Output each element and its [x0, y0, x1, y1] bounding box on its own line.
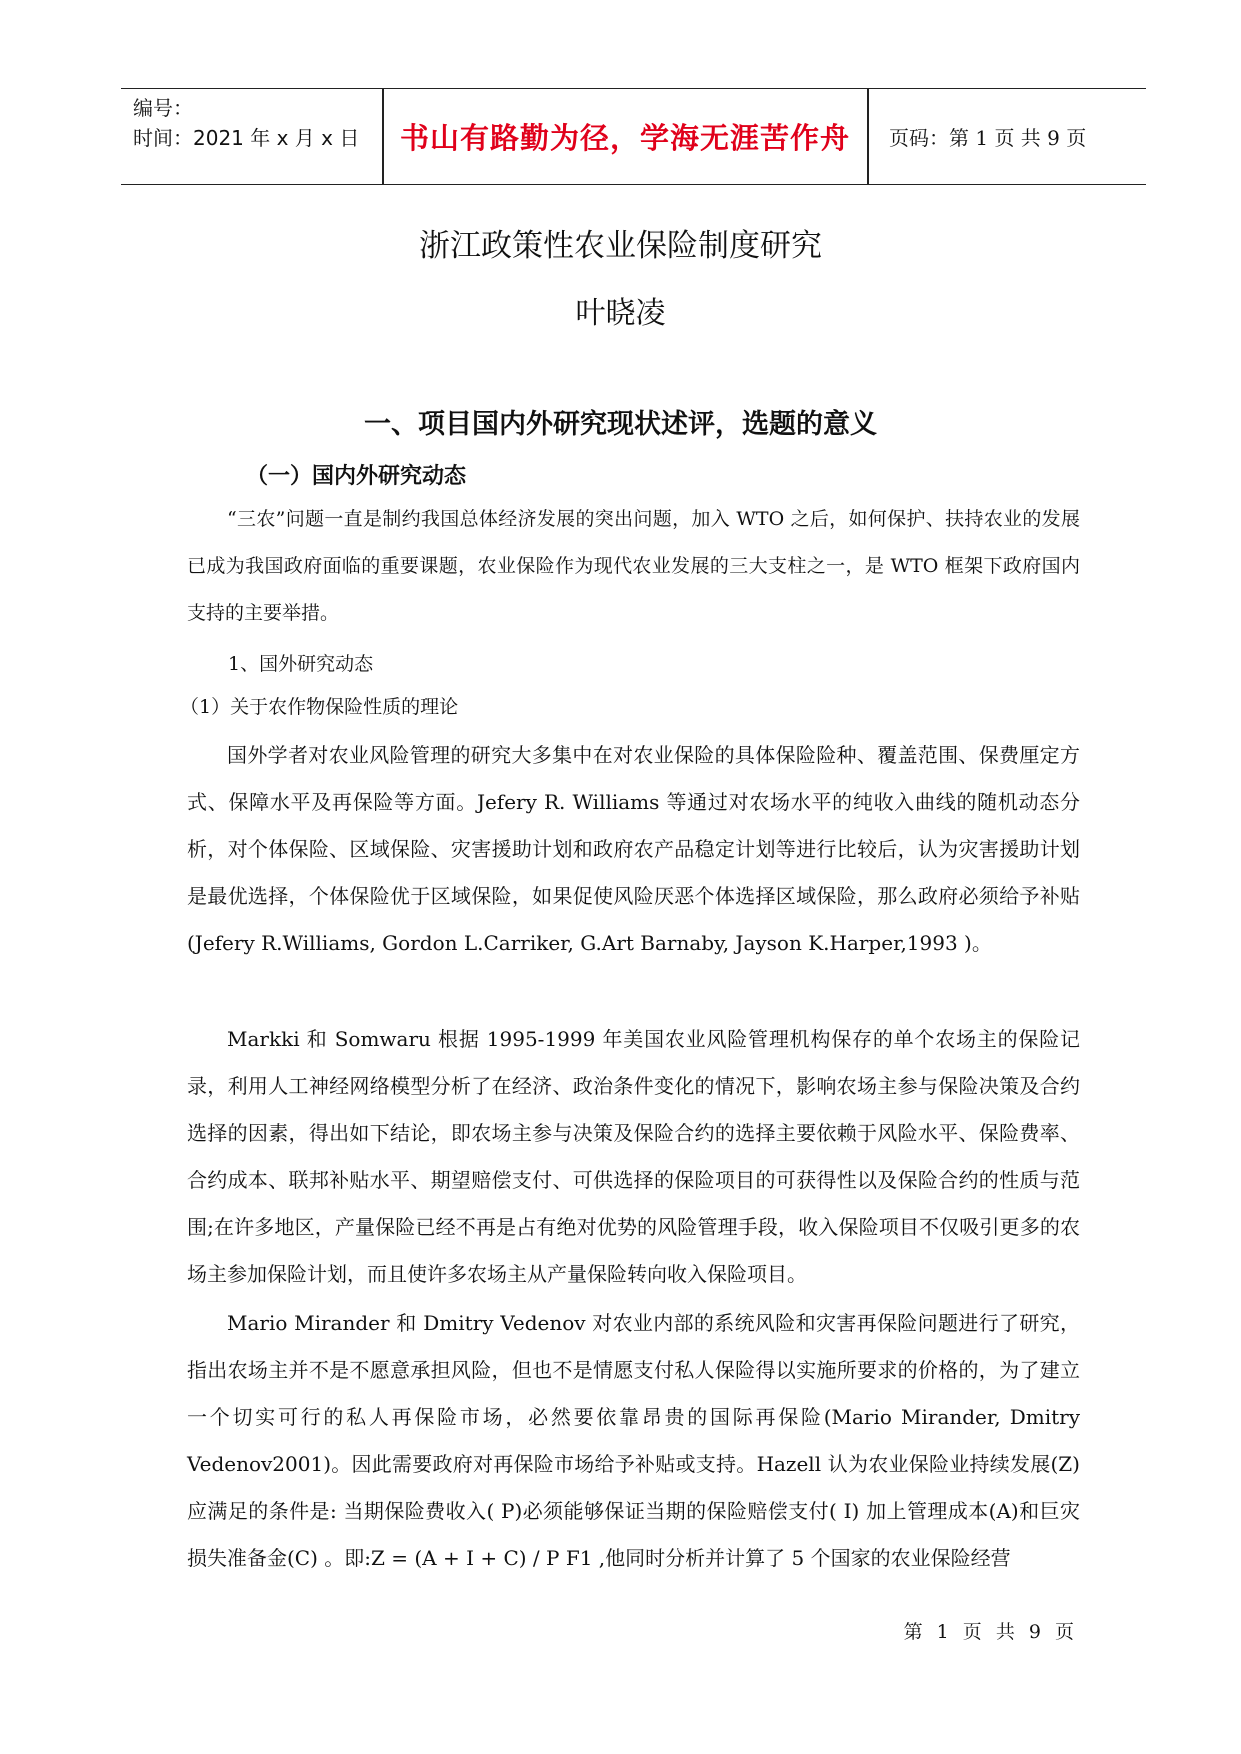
paragraph-intro: “三农”问题一直是制约我国总体经济发展的突出问题，加入 WTO 之后，如何保护、扶持农业的发展已成为我国政府面临的重要课题，农业保险作为现代农业发展的三大支柱之一，是 WTO 框架下政府国内支持的主要举措。 [187, 508, 1080, 624]
document-author: 叶晓凌 [575, 296, 666, 331]
heading-foreign-research: 1、国外研究动态 [228, 653, 374, 675]
paragraph-mirander: Mario Mirander 和 Dmitry Vedenov 对农业内部的系统风险和灾害再保险问题进行了研究，指出农场主并不是不愿意承担风险，但也不是情愿支付私人保险得以实施所要求的价格的，为了建立一个切实可行的私人再保险市场，必然要依靠昂贵的国际再保险(Mario Mirander, Dmitry Vedenov2001)。因此需要政府对再保险市场给予补贴或支持。Hazell 认为农业保险业持续发展(Z)应满足的条件是: 当期保险费收入( P)必须能够保证当期的保险赔偿支付( I) 加上管理成本(A)和巨灾损失准备金(C) 。即:Z = (A + I + C) / P F1 ,他同时分析并计算了 5 个国家的农业保险经营 [187, 1311, 1080, 1570]
header-motto: 书山有路勤为径，学海无涯苦作舟 [399, 121, 850, 155]
section-heading: 一、项目国内外研究现状述评，选题的意义 [364, 409, 877, 440]
paragraph-williams: 国外学者对农业风险管理的研究大多集中在对农业保险的具体保险险种、覆盖范围、保费厘定方式、保障水平及再保险等方面。Jefery R. Williams 等通过对农场水平的纯收入曲线的随机动态分析，对个体保险、区域保险、灾害援助计划和政府农产品稳定计划等进行比较后，认为灾害援助计划是最优选择，个体保险优于区域保险，如果促使风险厌恶个体选择区域保险，那么政府必须给予补贴(Jefery R.Williams, Gordon L.Carriker, G.Art Barnaby, Jayson K.Harper,1993 )。 [187, 743, 1080, 955]
document-title: 浙江政策性农业保险制度研究 [419, 228, 822, 264]
paragraph-markki: Markki 和 Somwaru 根据 1995-1999 年美国农业风险管理机构保存的单个农场主的保险记录，利用人工神经网络模型分析了在经济、政治条件变化的情况下，影响农场主参与保险决策及合约选择的因素，得出如下结论，即农场主参与决策及保险合约的选择主要依赖于风险水平、保险费率、合约成本、联邦补贴水平、期望赔偿支付、可供选择的保险项目的可获得性以及保险合约的性质与范围;在许多地区，产量保险已经不再是占有绝对优势的风险管理手段，收入保险项目不仅吸引更多的农场主参加保险计划，而且使许多农场主从产量保险转向收入保险项目。 [187, 1027, 1080, 1286]
header-meta [133, 93, 359, 153]
heading-crop-insurance: （1）关于农作物保险性质的理论 [180, 696, 459, 718]
subsection-heading: （一）国内外研究动态 [246, 464, 467, 489]
page-footer: 第 1 页 共 9 页 [903, 1621, 1078, 1643]
header-page-label: 页码：第 1 页 共 9 页 [889, 126, 1087, 150]
header-number-label: 编号： [133, 96, 193, 120]
header-divider [867, 89, 869, 184]
header-time-label: 时间：2021 年 x 月 x 日 [133, 126, 360, 150]
document-header [121, 88, 1146, 185]
